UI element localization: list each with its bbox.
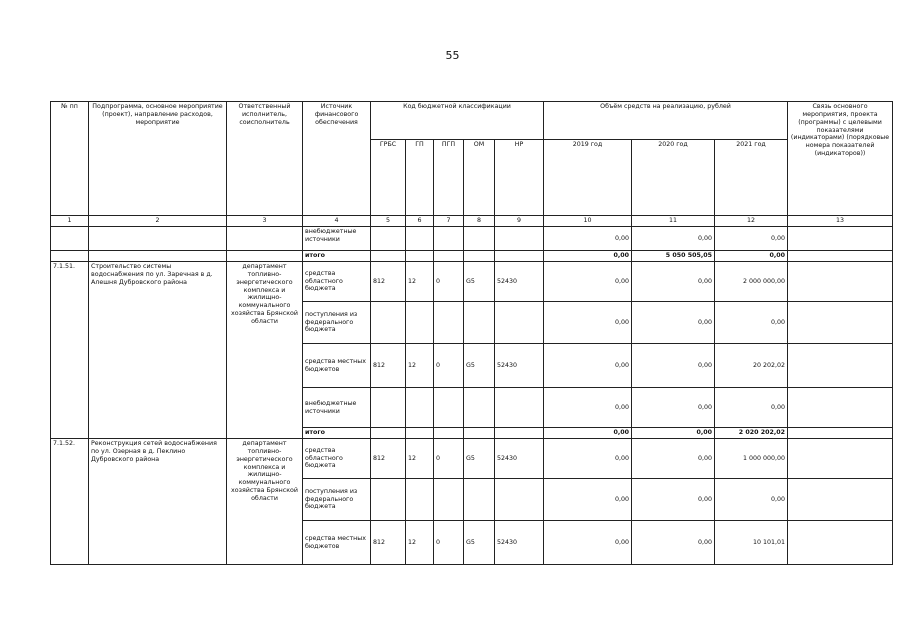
gp-cell: 12 — [406, 344, 434, 388]
table-cell — [406, 227, 434, 251]
link-cell — [788, 262, 893, 302]
value-2021: 0,00 — [715, 479, 788, 521]
header-program: Подпрограмма, основное мероприятие (проект), направление расходов, мероприятие — [89, 102, 227, 216]
item-name: Реконструкция сетей водоснабжения по ул. Озерная в д. Пеклино Дубровского района — [89, 439, 227, 565]
table-row — [51, 227, 893, 251]
source-cell: итого — [303, 251, 371, 262]
header-no: № пп — [51, 102, 89, 216]
pgp-cell: 0 — [434, 262, 464, 302]
table-row — [51, 439, 893, 479]
value-2019: 0,00 — [544, 302, 632, 344]
table-cell — [227, 251, 303, 262]
table-cell — [89, 227, 227, 251]
om-cell: G5 — [464, 521, 495, 565]
source-cell: средства местных бюджетов — [303, 344, 371, 388]
header-link: Связь основного мероприятия, проекта (программы) с целевыми показателями (индикаторами) (порядковые номера показателей (индикаторов)) — [788, 102, 893, 216]
header-volume: Объём средств на реализацию, рублей — [544, 102, 788, 140]
gp-cell: 12 — [406, 262, 434, 302]
link-cell — [788, 521, 893, 565]
header-source: Источник финансового обеспечения — [303, 102, 371, 216]
header-y2019: 2019 год — [544, 140, 632, 216]
pgp-cell — [434, 302, 464, 344]
value-2020: 5 050 505,05 — [632, 251, 715, 262]
table-cell — [371, 227, 406, 251]
column-number: 5 — [371, 216, 406, 227]
column-number: 9 — [495, 216, 544, 227]
value-2019: 0,00 — [544, 262, 632, 302]
value-2021: 0,00 — [715, 227, 788, 251]
nr-cell — [495, 302, 544, 344]
value-2021: 0,00 — [715, 302, 788, 344]
grbs-cell: 812 — [371, 439, 406, 479]
nr-cell — [495, 479, 544, 521]
om-cell: G5 — [464, 439, 495, 479]
table-row — [51, 262, 893, 302]
column-number: 12 — [715, 216, 788, 227]
value-2021: 2 000 000,00 — [715, 262, 788, 302]
value-2021: 10 101,01 — [715, 521, 788, 565]
gp-cell — [406, 388, 434, 428]
header-nr: НР — [495, 140, 544, 216]
value-2021: 20 202,02 — [715, 344, 788, 388]
table-cell — [227, 227, 303, 251]
table-cell — [495, 227, 544, 251]
column-number: 6 — [406, 216, 434, 227]
column-number: 11 — [632, 216, 715, 227]
grbs-cell: 812 — [371, 521, 406, 565]
pgp-cell: 0 — [434, 521, 464, 565]
value-2019: 0,00 — [544, 344, 632, 388]
header-om: ОМ — [464, 140, 495, 216]
table-cell — [406, 251, 434, 262]
gp-cell — [406, 302, 434, 344]
pgp-cell: 0 — [434, 344, 464, 388]
value-2021: 2 020 202,02 — [715, 428, 788, 439]
table-cell — [434, 428, 464, 439]
link-cell — [788, 479, 893, 521]
value-2019: 0,00 — [544, 251, 632, 262]
link-cell — [788, 302, 893, 344]
header-y2021: 2021 год — [715, 140, 788, 216]
value-2019: 0,00 — [544, 428, 632, 439]
header-y2020: 2020 год — [632, 140, 715, 216]
value-2021: 1 000 000,00 — [715, 439, 788, 479]
table-row — [51, 251, 893, 262]
column-number: 2 — [89, 216, 227, 227]
nr-cell — [495, 388, 544, 428]
link-cell — [788, 439, 893, 479]
column-number: 4 — [303, 216, 371, 227]
value-2019: 0,00 — [544, 479, 632, 521]
table-cell — [51, 251, 89, 262]
table-cell — [464, 227, 495, 251]
om-cell: G5 — [464, 344, 495, 388]
source-cell: средства местных бюджетов — [303, 521, 371, 565]
nr-cell: 52430 — [495, 439, 544, 479]
om-cell — [464, 479, 495, 521]
pgp-cell — [434, 388, 464, 428]
om-cell — [464, 388, 495, 428]
value-2020: 0,00 — [632, 388, 715, 428]
value-2020: 0,00 — [632, 344, 715, 388]
source-cell: внебюджетные источники — [303, 227, 371, 251]
value-2020: 0,00 — [632, 479, 715, 521]
table-cell — [788, 428, 893, 439]
table-cell — [788, 251, 893, 262]
grbs-cell — [371, 479, 406, 521]
om-cell: G5 — [464, 262, 495, 302]
nr-cell: 52430 — [495, 344, 544, 388]
table-cell — [464, 428, 495, 439]
om-cell — [464, 302, 495, 344]
column-numbers-row — [51, 216, 893, 227]
table-cell — [495, 428, 544, 439]
value-2019: 0,00 — [544, 388, 632, 428]
value-2021: 0,00 — [715, 388, 788, 428]
value-2020: 0,00 — [632, 439, 715, 479]
table-cell — [371, 428, 406, 439]
gp-cell — [406, 479, 434, 521]
table-cell — [371, 251, 406, 262]
nr-cell: 52430 — [495, 262, 544, 302]
link-cell — [788, 344, 893, 388]
table-cell — [788, 227, 893, 251]
header-pgp: ПГП — [434, 140, 464, 216]
source-cell: средства областного бюджета — [303, 439, 371, 479]
item-number: 7.1.52. — [51, 439, 89, 565]
table-cell — [464, 251, 495, 262]
table-cell — [434, 227, 464, 251]
column-number: 10 — [544, 216, 632, 227]
header-responsible: Ответственный исполнитель, соисполнитель — [227, 102, 303, 216]
header-grbs: ГРБС — [371, 140, 406, 216]
nr-cell: 52430 — [495, 521, 544, 565]
column-number: 3 — [227, 216, 303, 227]
value-2019: 0,00 — [544, 227, 632, 251]
gp-cell: 12 — [406, 439, 434, 479]
header-budget-code: Код бюджетной классификации — [371, 102, 544, 140]
source-cell: поступления из федерального бюджета — [303, 302, 371, 344]
source-cell: средства областного бюджета — [303, 262, 371, 302]
grbs-cell — [371, 388, 406, 428]
table-cell — [495, 251, 544, 262]
header-gp: ГП — [406, 140, 434, 216]
source-cell: поступления из федерального бюджета — [303, 479, 371, 521]
item-number: 7.1.51. — [51, 262, 89, 439]
value-2020: 0,00 — [632, 428, 715, 439]
gp-cell: 12 — [406, 521, 434, 565]
item-responsible: департамент топливно-энергетического комплекса и жилищно-коммунального хозяйства Брянской области — [227, 439, 303, 565]
value-2019: 0,00 — [544, 521, 632, 565]
column-number: 7 — [434, 216, 464, 227]
table-cell — [406, 428, 434, 439]
value-2020: 0,00 — [632, 227, 715, 251]
item-responsible: департамент топливно-энергетического комплекса и жилищно-коммунального хозяйства Брянской области — [227, 262, 303, 439]
grbs-cell — [371, 302, 406, 344]
page-number: 55 — [445, 49, 460, 62]
column-number: 1 — [51, 216, 89, 227]
table-cell — [51, 227, 89, 251]
grbs-cell: 812 — [371, 344, 406, 388]
header-row-top — [51, 102, 893, 140]
value-2020: 0,00 — [632, 262, 715, 302]
value-2021: 0,00 — [715, 251, 788, 262]
pgp-cell — [434, 479, 464, 521]
item-name: Строительство системы водоснабжения по ул. Заречная в д. Алешня Дубровского района — [89, 262, 227, 439]
value-2019: 0,00 — [544, 439, 632, 479]
value-2020: 0,00 — [632, 521, 715, 565]
source-cell: внебюджетные источники — [303, 388, 371, 428]
budget-table — [50, 101, 893, 565]
grbs-cell: 812 — [371, 262, 406, 302]
pgp-cell: 0 — [434, 439, 464, 479]
value-2020: 0,00 — [632, 302, 715, 344]
source-cell: итого — [303, 428, 371, 439]
table-cell — [434, 251, 464, 262]
link-cell — [788, 388, 893, 428]
column-number: 13 — [788, 216, 893, 227]
table-cell — [89, 251, 227, 262]
column-number: 8 — [464, 216, 495, 227]
